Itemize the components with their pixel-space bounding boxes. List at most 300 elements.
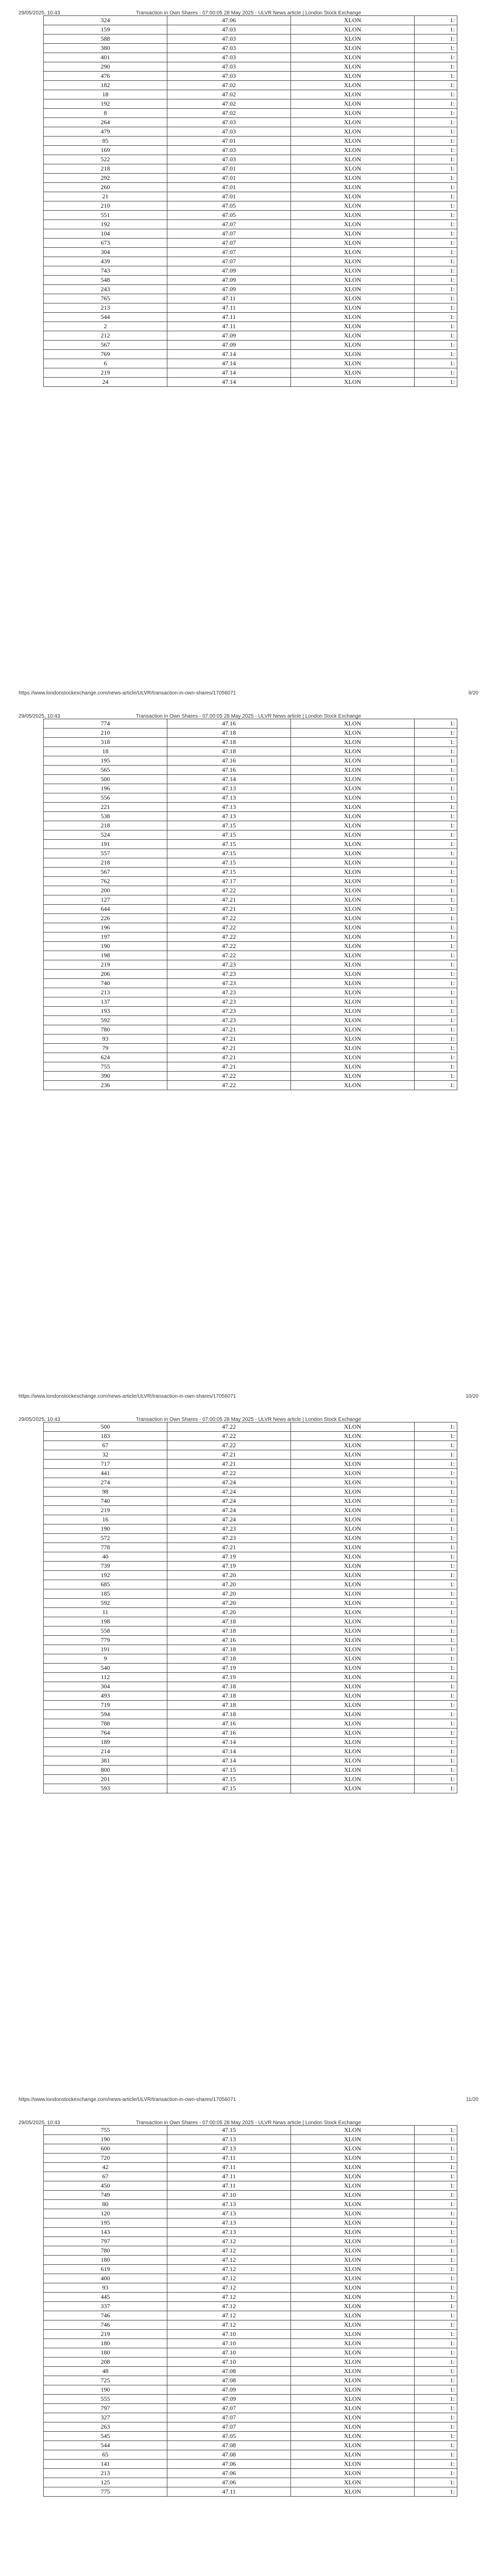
price-cell: 47.22 xyxy=(167,886,291,895)
table-row xyxy=(44,2163,457,2172)
time-cell: 1: xyxy=(415,2469,457,2478)
venue-cell: XLON xyxy=(291,1016,415,1025)
time-cell: 1: xyxy=(415,257,457,266)
time-cell: 1: xyxy=(415,2126,457,2135)
venue-cell: XLON xyxy=(291,229,415,239)
venue-cell: XLON xyxy=(291,905,415,914)
price-cell: 47.05 xyxy=(167,201,291,211)
price-cell: 47.15 xyxy=(167,2126,291,2135)
price-cell: 47.14 xyxy=(167,378,291,387)
price-cell: 47.09 xyxy=(167,331,291,341)
price-cell: 47.12 xyxy=(167,2283,291,2293)
volume-cell: 198 xyxy=(44,951,167,960)
volume-cell: 673 xyxy=(44,239,167,248)
table-row xyxy=(44,1072,457,1081)
volume-cell: 18 xyxy=(44,90,167,99)
volume-cell: 198 xyxy=(44,1617,167,1626)
time-cell: 1: xyxy=(415,895,457,905)
time-cell: 1: xyxy=(415,1682,457,1691)
venue-cell: XLON xyxy=(291,2348,415,2358)
venue-cell: XLON xyxy=(291,756,415,766)
volume-cell: 558 xyxy=(44,1626,167,1636)
table-row xyxy=(44,1784,457,1793)
price-cell: 47.07 xyxy=(167,2422,291,2432)
price-cell: 47.21 xyxy=(167,1035,291,1044)
price-cell: 47.03 xyxy=(167,118,291,127)
time-cell: 1: xyxy=(415,877,457,886)
volume-cell: 67 xyxy=(44,1441,167,1450)
time-cell: 1: xyxy=(415,1701,457,1710)
volume-cell: 218 xyxy=(44,164,167,174)
time-cell: 1: xyxy=(415,2293,457,2302)
venue-cell: XLON xyxy=(291,294,415,303)
volume-cell: 592 xyxy=(44,1016,167,1025)
price-cell: 47.03 xyxy=(167,155,291,164)
time-cell: 1: xyxy=(415,1617,457,1626)
price-cell: 47.22 xyxy=(167,1072,291,1081)
venue-cell: XLON xyxy=(291,1497,415,1506)
price-cell: 47.23 xyxy=(167,960,291,970)
table-row xyxy=(44,1691,457,1701)
venue-cell: XLON xyxy=(291,923,415,933)
volume-cell: 274 xyxy=(44,1478,167,1487)
table-row xyxy=(44,368,457,378)
venue-cell: XLON xyxy=(291,331,415,341)
time-cell: 1: xyxy=(415,997,457,1007)
venue-cell: XLON xyxy=(291,1719,415,1728)
volume-cell: 725 xyxy=(44,2376,167,2385)
venue-cell: XLON xyxy=(291,1738,415,1747)
volume-cell: 304 xyxy=(44,1682,167,1691)
price-cell: 47.22 xyxy=(167,1469,291,1478)
table-row xyxy=(44,72,457,81)
time-cell: 1: xyxy=(415,1016,457,1025)
venue-cell: XLON xyxy=(291,1747,415,1756)
venue-cell: XLON xyxy=(291,2413,415,2422)
venue-cell: XLON xyxy=(291,350,415,359)
table-row xyxy=(44,719,457,728)
time-cell: 1: xyxy=(415,2358,457,2367)
time-cell: 1: xyxy=(415,1497,457,1506)
time-cell: 1: xyxy=(415,2191,457,2200)
price-cell: 47.06 xyxy=(167,2460,291,2469)
time-cell: 1: xyxy=(415,849,457,858)
venue-cell: XLON xyxy=(291,2126,415,2135)
venue-cell: XLON xyxy=(291,2135,415,2144)
time-cell: 1: xyxy=(415,1728,457,1738)
table-row xyxy=(44,2358,457,2367)
time-cell: 1: xyxy=(415,2311,457,2320)
price-cell: 47.10 xyxy=(167,2330,291,2339)
venue-cell: XLON xyxy=(291,2191,415,2200)
volume-cell: 93 xyxy=(44,1035,167,1044)
time-cell: 1: xyxy=(415,960,457,970)
venue-cell: XLON xyxy=(291,738,415,747)
price-cell: 47.13 xyxy=(167,2135,291,2144)
price-cell: 47.06 xyxy=(167,16,291,25)
volume-cell: 16 xyxy=(44,1515,167,1524)
time-cell: 1: xyxy=(415,341,457,350)
time-cell: 1: xyxy=(415,2441,457,2450)
venue-cell: XLON xyxy=(291,211,415,220)
table-row xyxy=(44,997,457,1007)
table-row xyxy=(44,905,457,914)
venue-cell: XLON xyxy=(291,2339,415,2348)
time-cell: 1: xyxy=(415,229,457,239)
price-cell: 47.12 xyxy=(167,2265,291,2274)
venue-cell: XLON xyxy=(291,266,415,276)
volume-cell: 141 xyxy=(44,2460,167,2469)
time-cell: 1: xyxy=(415,1691,457,1701)
volume-cell: 719 xyxy=(44,1701,167,1710)
table-row xyxy=(44,2181,457,2191)
time-cell: 1: xyxy=(415,2200,457,2209)
table-row xyxy=(44,1654,457,1664)
venue-cell: XLON xyxy=(291,831,415,840)
venue-cell: XLON xyxy=(291,933,415,942)
volume-cell: 555 xyxy=(44,2395,167,2404)
price-cell: 47.11 xyxy=(167,2154,291,2163)
price-cell: 47.12 xyxy=(167,2246,291,2256)
venue-cell: XLON xyxy=(291,81,415,90)
header-title: Transaction in Own Shares - 07:00:05 28 May 2025 - ULVR News article | London Stock Exchange xyxy=(135,2120,362,2126)
volume-cell: 762 xyxy=(44,877,167,886)
price-cell: 47.14 xyxy=(167,368,291,378)
price-cell: 47.21 xyxy=(167,1450,291,1460)
time-cell: 1: xyxy=(415,1710,457,1719)
table-row xyxy=(44,192,457,201)
price-cell: 47.18 xyxy=(167,1626,291,1636)
price-cell: 47.01 xyxy=(167,183,291,192)
time-cell: 1: xyxy=(415,127,457,137)
table-row xyxy=(44,1450,457,1460)
price-cell: 47.11 xyxy=(167,313,291,322)
price-cell: 47.06 xyxy=(167,2478,291,2487)
venue-cell: XLON xyxy=(291,90,415,99)
table-row xyxy=(44,2209,457,2218)
time-cell: 1: xyxy=(415,1719,457,1728)
time-cell: 1: xyxy=(415,266,457,276)
price-cell: 47.03 xyxy=(167,72,291,81)
time-cell: 1: xyxy=(415,1552,457,1562)
footer-url[interactable]: https://www.londonstockexchange.com/news-article/ULVR/transaction-in-own-shares/17056071 xyxy=(19,690,236,696)
time-cell: 1: xyxy=(415,331,457,341)
volume-cell: 213 xyxy=(44,988,167,997)
venue-cell: XLON xyxy=(291,2441,415,2450)
time-cell: 1: xyxy=(415,378,457,387)
venue-cell: XLON xyxy=(291,877,415,886)
venue-cell: XLON xyxy=(291,1580,415,1589)
price-cell: 47.09 xyxy=(167,2395,291,2404)
price-cell: 47.08 xyxy=(167,2367,291,2376)
venue-cell: XLON xyxy=(291,2432,415,2441)
time-cell: 1: xyxy=(415,2460,457,2469)
table-row xyxy=(44,1562,457,1571)
volume-cell: 120 xyxy=(44,2209,167,2218)
venue-cell: XLON xyxy=(291,1701,415,1710)
price-cell: 47.14 xyxy=(167,775,291,784)
venue-cell: XLON xyxy=(291,1524,415,1534)
table-row xyxy=(44,775,457,784)
table-row xyxy=(44,146,457,155)
venue-cell: XLON xyxy=(291,2228,415,2237)
price-cell: 47.21 xyxy=(167,1044,291,1053)
table-row xyxy=(44,2348,457,2358)
price-cell: 47.12 xyxy=(167,2320,291,2330)
time-cell: 1: xyxy=(415,747,457,756)
footer-url[interactable]: https://www.londonstockexchange.com/news-article/ULVR/transaction-in-own-shares/17056071 xyxy=(19,1394,236,1399)
time-cell: 1: xyxy=(415,53,457,62)
volume-cell: 565 xyxy=(44,766,167,775)
volume-cell: 21 xyxy=(44,192,167,201)
volume-cell: 67 xyxy=(44,2172,167,2181)
volume-cell: 197 xyxy=(44,933,167,942)
time-cell: 1: xyxy=(415,1062,457,1072)
volume-cell: 765 xyxy=(44,294,167,303)
venue-cell: XLON xyxy=(291,368,415,378)
table-row xyxy=(44,1506,457,1515)
volume-cell: 18 xyxy=(44,747,167,756)
volume-cell: 185 xyxy=(44,1589,167,1599)
venue-cell: XLON xyxy=(291,2460,415,2469)
time-cell: 1: xyxy=(415,2256,457,2265)
price-cell: 47.09 xyxy=(167,266,291,276)
price-cell: 47.07 xyxy=(167,239,291,248)
table-row xyxy=(44,285,457,294)
volume-cell: 200 xyxy=(44,886,167,895)
volume-cell: 445 xyxy=(44,2293,167,2302)
time-cell: 1: xyxy=(415,821,457,831)
price-cell: 47.12 xyxy=(167,2293,291,2302)
time-cell: 1: xyxy=(415,2422,457,2432)
table-row xyxy=(44,2413,457,2422)
table-row xyxy=(44,2172,457,2181)
table-row xyxy=(44,1775,457,1784)
volume-cell: 6 xyxy=(44,359,167,368)
table-row xyxy=(44,1664,457,1673)
price-cell: 47.08 xyxy=(167,2450,291,2460)
price-cell: 47.21 xyxy=(167,1053,291,1062)
table-row xyxy=(44,266,457,276)
venue-cell: XLON xyxy=(291,1626,415,1636)
venue-cell: XLON xyxy=(291,2209,415,2218)
volume-cell: 749 xyxy=(44,2191,167,2200)
table-row xyxy=(44,2330,457,2339)
price-cell: 47.16 xyxy=(167,756,291,766)
price-cell: 47.23 xyxy=(167,988,291,997)
venue-cell: XLON xyxy=(291,1007,415,1016)
price-cell: 47.19 xyxy=(167,1552,291,1562)
table-row xyxy=(44,812,457,821)
volume-cell: 797 xyxy=(44,2237,167,2246)
time-cell: 1: xyxy=(415,1035,457,1044)
venue-cell: XLON xyxy=(291,109,415,118)
venue-cell: XLON xyxy=(291,895,415,905)
time-cell: 1: xyxy=(415,1608,457,1617)
volume-cell: 593 xyxy=(44,1784,167,1793)
volume-cell: 556 xyxy=(44,793,167,803)
table-row xyxy=(44,1738,457,1747)
volume-cell: 183 xyxy=(44,1432,167,1441)
venue-cell: XLON xyxy=(291,719,415,728)
time-cell: 1: xyxy=(415,2478,457,2487)
price-cell: 47.15 xyxy=(167,868,291,877)
venue-cell: XLON xyxy=(291,784,415,793)
price-cell: 47.07 xyxy=(167,2413,291,2422)
venue-cell: XLON xyxy=(291,1450,415,1460)
volume-cell: 221 xyxy=(44,803,167,812)
table-row xyxy=(44,960,457,970)
venue-cell: XLON xyxy=(291,1552,415,1562)
transactions-table xyxy=(43,719,457,1090)
table-row xyxy=(44,2191,457,2200)
time-cell: 1: xyxy=(415,728,457,738)
volume-cell: 740 xyxy=(44,979,167,988)
price-cell: 47.02 xyxy=(167,99,291,109)
volume-cell: 42 xyxy=(44,2163,167,2172)
venue-cell: XLON xyxy=(291,2172,415,2181)
venue-cell: XLON xyxy=(291,868,415,877)
volume-cell: 196 xyxy=(44,784,167,793)
price-cell: 47.22 xyxy=(167,923,291,933)
table-row xyxy=(44,2200,457,2209)
venue-cell: XLON xyxy=(291,2330,415,2339)
venue-cell: XLON xyxy=(291,118,415,127)
time-cell: 1: xyxy=(415,756,457,766)
price-cell: 47.14 xyxy=(167,1738,291,1747)
time-cell: 1: xyxy=(415,25,457,35)
page-footer xyxy=(19,2097,478,2103)
time-cell: 1: xyxy=(415,1534,457,1543)
venue-cell: XLON xyxy=(291,793,415,803)
time-cell: 1: xyxy=(415,313,457,322)
price-cell: 47.03 xyxy=(167,62,291,72)
page-number: 11/20 xyxy=(466,2097,478,2103)
time-cell: 1: xyxy=(415,2330,457,2339)
time-cell: 1: xyxy=(415,1784,457,1793)
price-cell: 47.19 xyxy=(167,1673,291,1682)
volume-cell: 213 xyxy=(44,303,167,313)
venue-cell: XLON xyxy=(291,1766,415,1775)
price-cell: 47.21 xyxy=(167,1460,291,1469)
venue-cell: XLON xyxy=(291,2265,415,2274)
price-cell: 47.22 xyxy=(167,951,291,960)
volume-cell: 210 xyxy=(44,201,167,211)
volume-cell: 2 xyxy=(44,322,167,331)
time-cell: 1: xyxy=(415,1543,457,1552)
venue-cell: XLON xyxy=(291,303,415,313)
table-row xyxy=(44,155,457,164)
venue-cell: XLON xyxy=(291,2422,415,2432)
volume-cell: 538 xyxy=(44,812,167,821)
footer-url[interactable]: https://www.londonstockexchange.com/news-article/ULVR/transaction-in-own-shares/17056071 xyxy=(19,2097,236,2103)
price-cell: 47.05 xyxy=(167,211,291,220)
time-cell: 1: xyxy=(415,2404,457,2413)
time-cell: 1: xyxy=(415,2320,457,2330)
document-page xyxy=(0,703,497,1406)
volume-cell: 79 xyxy=(44,1044,167,1053)
table-row xyxy=(44,109,457,118)
table-row xyxy=(44,1487,457,1497)
venue-cell: XLON xyxy=(291,1081,415,1090)
table-row xyxy=(44,886,457,895)
volume-cell: 180 xyxy=(44,2339,167,2348)
time-cell: 1: xyxy=(415,2144,457,2154)
price-cell: 47.21 xyxy=(167,895,291,905)
price-cell: 47.19 xyxy=(167,1664,291,1673)
venue-cell: XLON xyxy=(291,1617,415,1626)
price-cell: 47.23 xyxy=(167,997,291,1007)
page-footer xyxy=(19,690,478,697)
venue-cell: XLON xyxy=(291,25,415,35)
venue-cell: XLON xyxy=(291,1478,415,1487)
price-cell: 47.13 xyxy=(167,793,291,803)
volume-cell: 125 xyxy=(44,2478,167,2487)
volume-cell: 11 xyxy=(44,1608,167,1617)
price-cell: 47.21 xyxy=(167,905,291,914)
time-cell: 1: xyxy=(415,933,457,942)
table-row xyxy=(44,1580,457,1589)
table-row xyxy=(44,1081,457,1090)
time-cell: 1: xyxy=(415,2302,457,2311)
transactions-table xyxy=(43,1422,457,1793)
price-cell: 47.11 xyxy=(167,2487,291,2497)
header-title: Transaction in Own Shares - 07:00:05 28 May 2025 - ULVR News article | London Stock Exchange xyxy=(135,714,362,719)
table-row xyxy=(44,766,457,775)
volume-cell: 778 xyxy=(44,1543,167,1552)
venue-cell: XLON xyxy=(291,1515,415,1524)
volume-cell: 24 xyxy=(44,378,167,387)
volume-cell: 137 xyxy=(44,997,167,1007)
table-row xyxy=(44,257,457,266)
price-cell: 47.14 xyxy=(167,359,291,368)
venue-cell: XLON xyxy=(291,174,415,183)
time-cell: 1: xyxy=(415,1422,457,1432)
time-cell: 1: xyxy=(415,90,457,99)
price-cell: 47.08 xyxy=(167,2441,291,2450)
volume-cell: 500 xyxy=(44,1422,167,1432)
time-cell: 1: xyxy=(415,784,457,793)
price-cell: 47.10 xyxy=(167,2348,291,2358)
table-row xyxy=(44,1053,457,1062)
venue-cell: XLON xyxy=(291,886,415,895)
volume-cell: 717 xyxy=(44,1460,167,1469)
price-cell: 47.03 xyxy=(167,35,291,44)
header-title: Transaction in Own Shares - 07:00:05 28 May 2025 - ULVR News article | London Stock Exchange xyxy=(135,10,362,16)
table-row xyxy=(44,942,457,951)
venue-cell: XLON xyxy=(291,1636,415,1645)
table-row xyxy=(44,1599,457,1608)
volume-cell: 545 xyxy=(44,2432,167,2441)
table-row xyxy=(44,951,457,960)
price-cell: 47.18 xyxy=(167,1654,291,1664)
volume-cell: 740 xyxy=(44,1497,167,1506)
price-cell: 47.10 xyxy=(167,2358,291,2367)
volume-cell: 196 xyxy=(44,923,167,933)
time-cell: 1: xyxy=(415,1589,457,1599)
table-row xyxy=(44,331,457,341)
volume-cell: 774 xyxy=(44,719,167,728)
time-cell: 1: xyxy=(415,1450,457,1460)
time-cell: 1: xyxy=(415,2367,457,2376)
time-cell: 1: xyxy=(415,1664,457,1673)
venue-cell: XLON xyxy=(291,812,415,821)
volume-cell: 219 xyxy=(44,2330,167,2339)
table-row xyxy=(44,220,457,229)
table-row xyxy=(44,2228,457,2237)
volume-cell: 213 xyxy=(44,2469,167,2478)
time-cell: 1: xyxy=(415,1571,457,1580)
